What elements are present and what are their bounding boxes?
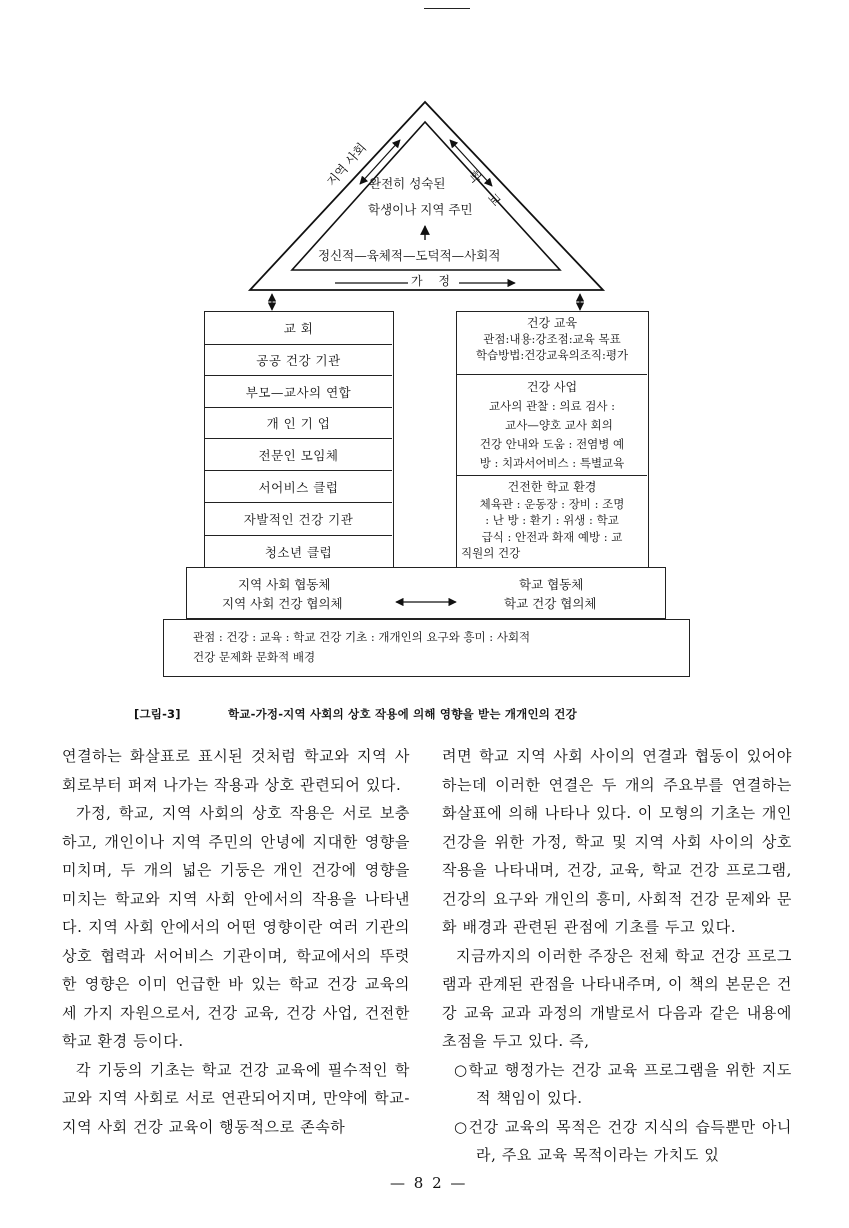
pillar-cell: 개 인 기 업 (205, 408, 392, 439)
paragraph: 려면 학교 지역 사회 사이의 연결과 협동이 있어야 하는데 이러한 연결은 두 개의 주요부를 연결하는 화살표에 의해 나타나 있다. 이 모형의 기초는 개인 건강을 위한 가정, 학교 및 지역 사회 사이의 상호 작용을 나타내며, 건강, 교육, 학교 건강 프로그램, 건강의 요구와 개인의 흥미, 사회적 건강 문제와 문화 배경과 관련된 관점에 기초를 두고 있다. (442, 747, 792, 936)
page-number: — 8 2 — (390, 1174, 468, 1192)
school-pillar (456, 311, 649, 568)
pillar-cell: 청소년 클럽 (264, 544, 333, 560)
paragraph: 가정, 학교, 지역 사회의 상호 작용은 서로 보충하고, 개인이나 지역 주민의 안녕에 지대한 영향을 미치며, 두 개의 넓은 기둥은 개인 건강에 영향을 미치는 학교와 지역 사회 안에서의 작용을 나타낸다. 지역 사회 안에서의 어떤 영향이란 여러 기관의 상호 협력과 서어비스 기관이며, 학교에서의 뚜렷한 영향은 이미 언급한 바 있는 학교 건강 교육의 세 가지 자원으로서, 건강 교육, 건강 사업, 건전한 학교 환경 등이다. (62, 804, 410, 1050)
school-council-label: 학교 건강 협의체 (504, 596, 597, 611)
paragraph: 연결하는 화살표로 표시된 것처럼 학교와 지역 사회로부터 퍼져 나가는 작용과 상호 관련되어 있다. (62, 747, 410, 794)
pillar-cell: 전문인 모임체 (205, 439, 392, 471)
foundation-line2: 건강 문제화 문화적 배경 (193, 650, 316, 664)
figure-label: [그림-3] (134, 707, 181, 721)
health-education-cell: 건강 교육 관점:내용:강조점:교육 목표 학습방법:건강교육의조직:평가 (457, 312, 647, 375)
triangle-top-line2: 학생이나 지역 주민 (368, 202, 473, 217)
figure-caption (134, 706, 577, 722)
pillar-cell: 공공 건강 기관 (205, 345, 392, 376)
foundation-line1: 관점 : 건강 : 교육 : 학교 건강 기초 : 개개인의 요구와 흥미 : 사회적 (193, 630, 531, 644)
base-gap (394, 568, 456, 598)
school-coop-label: 학교 협동체 (519, 577, 584, 592)
list-item: ○건강 교육의 목적은 건강 지식의 습득뿐만 아니라, 주요 교육 목적이라는 가치도 있 (454, 1117, 792, 1164)
community-coop-label: 지역 사회 협동체 (238, 577, 331, 592)
school-environment-cell: 건전한 학교 환경 체육관 : 운동장 : 장비 : 조명 : 난 방 : 환기 : 위생 : 학교 급식 : 안전과 화재 예방 : 교 직원의 건강 (461, 480, 625, 560)
pillar-cell: 부모—교사의 연합 (205, 376, 392, 408)
pillar-cell: 교 회 (205, 312, 392, 345)
health-service-cell: 건강 사업 교사의 관찰 : 의료 검사 : 교사—양호 교사 회의 건강 안내와 도움 : 전염병 예 방 : 치과서어비스 : 특별교육 (457, 375, 647, 476)
community-council-label: 지역 사회 건강 협의체 (222, 596, 343, 611)
community-pillar (204, 311, 394, 568)
pillar-cell: 서어비스 클럽 (205, 471, 392, 503)
triangle-bottom-label: 가 정 (408, 272, 459, 289)
left-text-column (62, 742, 410, 1141)
paragraph: 지금까지의 이러한 주장은 전체 학교 건강 프로그램과 관계된 관점을 나타내주며, 이 책의 본문은 건강 교육 교과 과정의 개발로서 다음과 같은 내용에 초점을 두고 있다. 즉, (442, 946, 792, 1050)
figure-title: 학교-가정-지역 사회의 상호 작용에 의해 영향을 받는 개개인의 건강 (228, 707, 577, 721)
foundation-box (163, 619, 690, 677)
left-side-label: 지역 사회 (323, 139, 370, 190)
triangle-middle-text: 정신적—육체적—도덕적—사회적 (318, 248, 501, 263)
paragraph: 각 기둥의 기초는 학교 건강 교육에 필수적인 학교와 지역 사회로 서로 연관되어지며, 만약에 학교-지역 사회 건강 교육이 행동적으로 존속하 (62, 1060, 410, 1136)
right-side-label: 학교 (465, 167, 516, 223)
pillar-cell: 자발적인 건강 기관 (205, 503, 392, 536)
right-text-column (442, 742, 792, 1170)
list-item: ○학교 행정가는 건강 교육 프로그램을 위한 지도적 책임이 있다. (454, 1060, 792, 1107)
triangle-top-line1: 완전히 성숙된 (369, 176, 446, 191)
